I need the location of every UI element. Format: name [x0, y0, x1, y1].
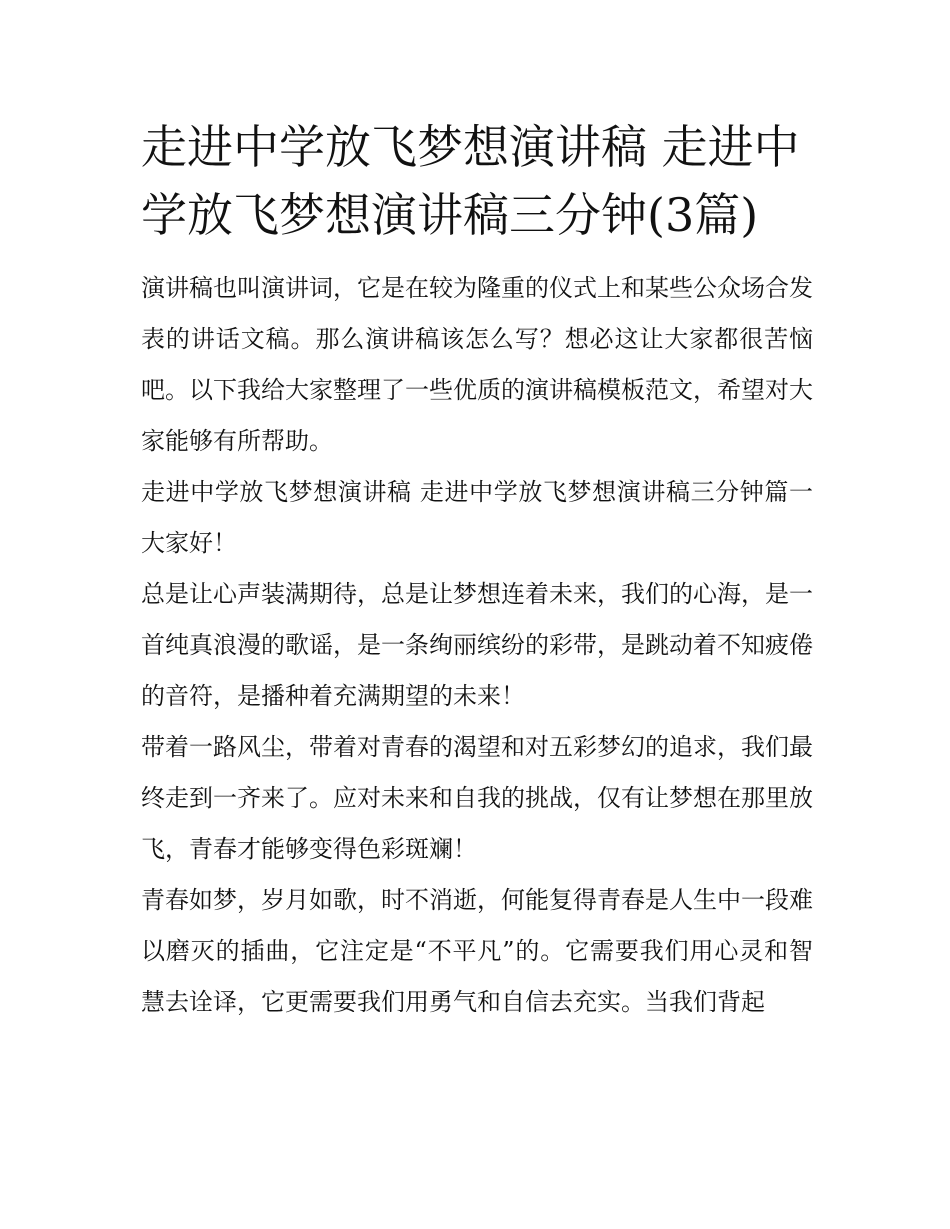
- paragraph-body-1: 总是让心声装满期待，总是让梦想连着未来，我们的心海，是一首纯真浪漫的歌谣，是一条绚丽缤纷的彩带，是跳动着不知疲倦的音符，是播种着充满期望的未来！: [141, 580, 813, 710]
- document-title: 走进中学放飞梦想演讲稿 走进中学放飞梦想演讲稿三分钟(3篇): [141, 120, 800, 242]
- paragraph-body-3: 青春如梦，岁月如歌，时不消逝，何能复得青春是人生中一段难以磨灭的插曲，它注定是“不平凡”的。它需要我们用心灵和智慧去诠译，它更需要我们用勇气和自信去充实。当我们背起: [141, 886, 813, 1016]
- document-page: [141, 113, 813, 1028]
- paragraph-body-2: 带着一路风尘，带着对青春的渴望和对五彩梦幻的追求，我们最终走到一齐来了。应对未来和自我的挑战，仅有让梦想在那里放飞，青春才能够变得色彩斑斓！: [141, 733, 813, 863]
- paragraph-section-heading: 走进中学放飞梦想演讲稿 走进中学放飞梦想演讲稿三分钟篇一 大家好！: [141, 478, 813, 557]
- paragraph-intro: 演讲稿也叫演讲词，它是在较为隆重的仪式上和某些公众场合发表的讲话文稿。那么演讲稿该怎么写？想必这让大家都很苦恼吧。以下我给大家整理了一些优质的演讲稿模板范文，希望对大家能够有所帮助。: [141, 274, 813, 455]
